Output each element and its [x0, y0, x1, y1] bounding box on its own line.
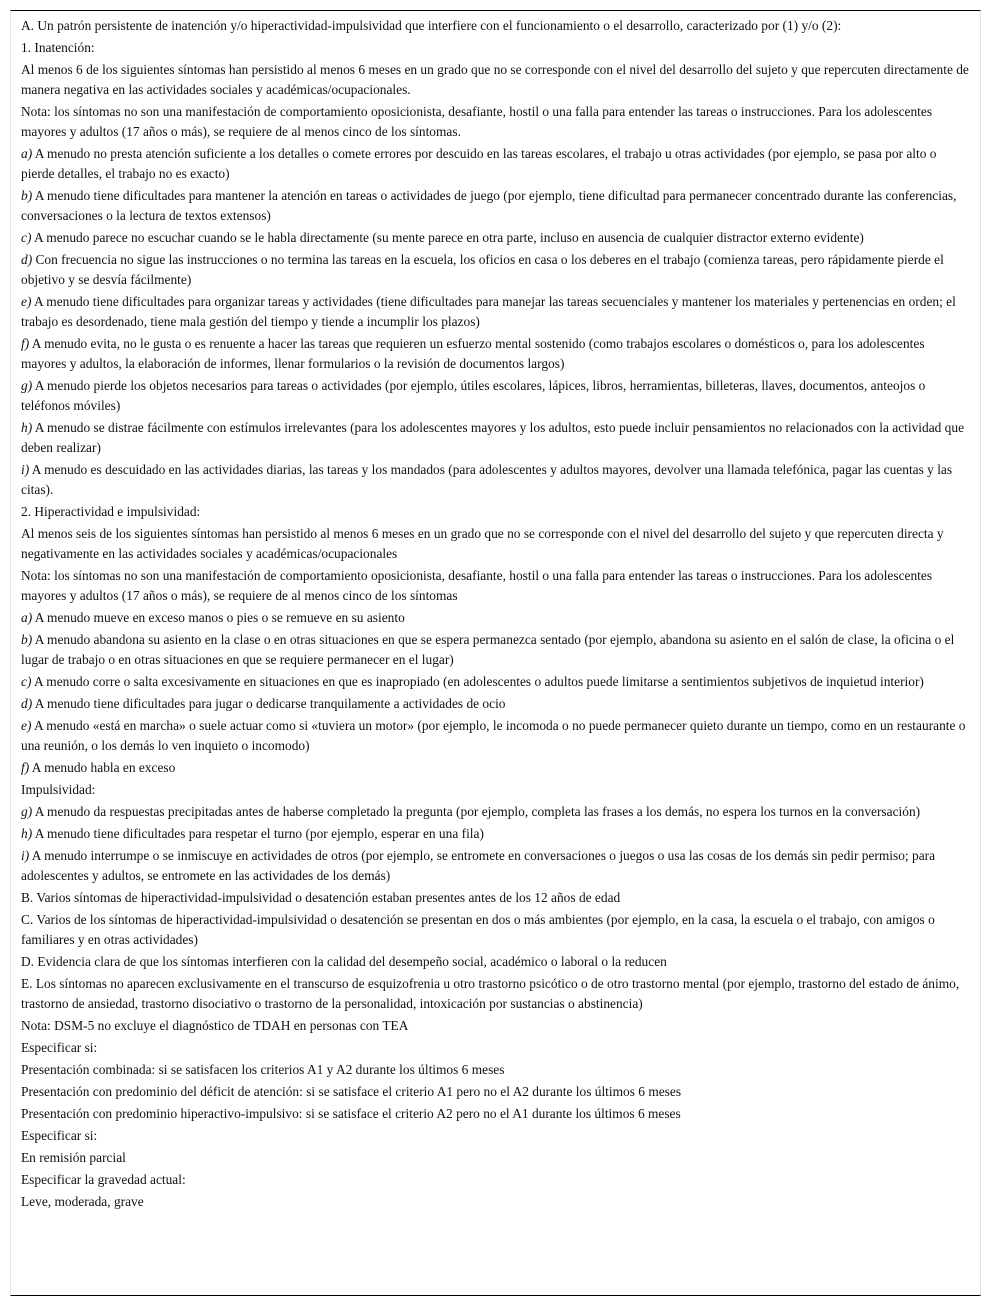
row-text: Nota: DSM-5 no excluye el diagnóstico de TDAH en personas con TEA — [21, 1018, 409, 1033]
table-row — [21, 802, 970, 822]
table-row — [21, 1104, 970, 1124]
row-text: Especificar si: — [21, 1040, 98, 1055]
item-label: i) — [21, 848, 30, 863]
table-row — [21, 1192, 970, 1212]
table-row — [21, 460, 970, 500]
row-text: A menudo tiene dificultades para mantener la atención en tareas o actividades de juego (por ejemplo, tiene dificultad para permanecer concentrado durante las conferencias, conversaciones o la lectura de textos extensos) — [21, 188, 957, 223]
item-label: d) — [21, 696, 33, 711]
table-row — [21, 846, 970, 886]
row-text: A menudo es descuidado en las actividades diarias, las tareas y los mandados (para adolescentes y adultos mayores, devolver una llamada telefónica, pagar las cuentas y las citas). — [21, 462, 953, 497]
table-row — [21, 824, 970, 844]
table-row — [21, 60, 970, 100]
item-label: g) — [21, 378, 33, 393]
table-row — [21, 250, 970, 290]
table-row — [21, 758, 970, 778]
row-text: C. Varios de los síntomas de hiperactividad-impulsividad o desatención se presentan en dos o más ambientes (por ejemplo, en la casa, la escuela o el trabajo, con amigos o familiares y en otras actividades) — [21, 912, 935, 947]
table-row — [21, 716, 970, 756]
table-row — [21, 376, 970, 416]
row-text: A menudo interrumpe o se inmiscuye en actividades de otros (por ejemplo, se entromete en conversaciones o juegos o usa las cosas de los demás sin pedir permiso; para adolescentes y adultos, se entromete en las actividades de los demás) — [21, 848, 936, 883]
row-text: D. Evidencia clara de que los síntomas interfieren con la calidad del desempeño social, académico o laboral o la reducen — [21, 954, 667, 969]
table-row — [21, 38, 970, 58]
item-label: f) — [21, 760, 30, 775]
table-row — [21, 672, 970, 692]
row-text: Impulsividad: — [21, 782, 96, 797]
table-row — [21, 1170, 970, 1190]
row-text: A menudo no presta atención suficiente a los detalles o comete errores por descuido en las tareas escolares, el trabajo u otras actividades (por ejemplo, se pasa por alto o pierde detalles, el trabajo no es exacto) — [21, 146, 937, 181]
item-label: d) — [21, 252, 33, 267]
row-text: A menudo tiene dificultades para respetar el turno (por ejemplo, esperar en una fila) — [32, 826, 484, 841]
table-row — [21, 910, 970, 950]
table-row — [21, 780, 970, 800]
row-text: Con frecuencia no sigue las instrucciones o no termina las tareas en la escuela, los oficios en casa o los deberes en el trabajo (comienza tareas, pero rápidamente pierde el objetivo y se desvía fácilmente) — [21, 252, 944, 287]
table-row — [21, 1060, 970, 1080]
table-row — [21, 418, 970, 458]
table-row — [21, 524, 970, 564]
item-label: b) — [21, 188, 33, 203]
table-row — [21, 888, 970, 908]
row-text: Especificar la gravedad actual: — [21, 1172, 186, 1187]
row-text: 2. Hiperactividad e impulsividad: — [21, 504, 201, 519]
table-row — [21, 292, 970, 332]
item-label: b) — [21, 632, 33, 647]
table-row — [21, 1126, 970, 1146]
row-text: A menudo evita, no le gusta o es renuente a hacer las tareas que requieren un esfuerzo mental sostenido (como trabajos escolares o domésticos o, para los adolescentes mayores y adultos, la elaboración de informes, llenar formularios o la revisión de documentos largos) — [21, 336, 925, 371]
row-text: Al menos seis de los siguientes síntomas han persistido al menos 6 meses en un grado que no se corresponde con el nivel del desarrollo del sujeto y que repercuten directa y negativamente en las actividades sociales y académicas/ocupacionales — [21, 526, 944, 561]
table-row — [21, 334, 970, 374]
table-row — [21, 566, 970, 606]
row-text: B. Varios síntomas de hiperactividad-impulsividad o desatención estaban presentes antes de los 12 años de edad — [21, 890, 621, 905]
row-text: A menudo tiene dificultades para organizar tareas y actividades (tiene dificultades para manejar las tareas secuenciales y mantener los materiales y pertenencias en orden; el trabajo es desordenado, tiene mala gestión del tiempo y tiende a incumplir los plazos) — [21, 294, 956, 329]
item-label: c) — [21, 230, 32, 245]
row-text: Especificar si: — [21, 1128, 98, 1143]
item-label: g) — [21, 804, 33, 819]
row-text: A menudo habla en exceso — [29, 760, 176, 775]
table-row — [21, 102, 970, 142]
table-row — [21, 144, 970, 184]
item-label: a) — [21, 610, 33, 625]
table-row — [21, 16, 970, 36]
row-text: A menudo mueve en exceso manos o pies o se remueve en su asiento — [32, 610, 405, 625]
item-label: f) — [21, 336, 30, 351]
table-row — [21, 974, 970, 1014]
table-row — [21, 228, 970, 248]
table-row — [21, 186, 970, 226]
row-text: A menudo da respuestas precipitadas antes de haberse completado la pregunta (por ejemplo, completa las frases a los demás, no espera los turnos en la conversación) — [32, 804, 921, 819]
row-text: A menudo corre o salta excesivamente en situaciones en que es inapropiado (en adolescentes o adultos puede limitarse a sentimientos subjetivos de inquietud interior) — [31, 674, 924, 689]
row-text: En remisión parcial — [21, 1150, 126, 1165]
row-text: A. Un patrón persistente de inatención y/o hiperactividad-impulsividad que interfiere con el funcionamiento o el desarrollo, caracterizado por (1) y/o (2): — [21, 18, 842, 33]
row-text: Al menos 6 de los siguientes síntomas han persistido al menos 6 meses en un grado que no se corresponde con el nivel del desarrollo del sujeto y que repercuten directamente de manera negativa en las actividades sociales y académicas/ocupacionales. — [21, 62, 969, 97]
row-text: A menudo abandona su asiento en la clase o en otras situaciones en que se espera permanezca sentado (por ejemplo, abandona su asiento en el salón de clase, la oficina o el lugar de trabajo o en otras situaciones en que se requiere permanecer en el lugar) — [21, 632, 955, 667]
row-text: A menudo tiene dificultades para jugar o dedicarse tranquilamente a actividades de ocio — [32, 696, 506, 711]
row-text: A menudo pierde los objetos necesarios para tareas o actividades (por ejemplo, útiles escolares, lápices, libros, herramientas, billeteras, llaves, documentos, anteojos o teléfonos móviles) — [21, 378, 926, 413]
row-text: Presentación combinada: si se satisfacen los criterios A1 y A2 durante los últimos 6 meses — [21, 1062, 505, 1077]
table-row — [21, 1148, 970, 1168]
row-text: A menudo se distrae fácilmente con estímulos irrelevantes (para los adolescentes mayores y los adultos, esto puede incluir pensamientos no relacionados con la actividad que deben realizar) — [21, 420, 965, 455]
item-label: h) — [21, 826, 33, 841]
row-text: E. Los síntomas no aparecen exclusivamente en el transcurso de esquizofrenia u otro trastorno psicótico o de otro trastorno mental (por ejemplo, trastorno del estado de ánimo, trastorno de ansiedad, trastorno disociativo o trastorno de la personalidad, intoxicación por sustancias o abstinencia) — [21, 976, 960, 1011]
row-text: Presentación con predominio del déficit de atención: si se satisface el criterio A1 pero no el A2 durante los últimos 6 meses — [21, 1084, 682, 1099]
item-label: a) — [21, 146, 33, 161]
item-label: h) — [21, 420, 33, 435]
row-text: Leve, moderada, grave — [21, 1194, 144, 1209]
table-row — [21, 952, 970, 972]
item-label: e) — [21, 718, 32, 733]
criteria-table — [10, 10, 981, 1296]
row-text: 1. Inatención: — [21, 40, 95, 55]
item-label: e) — [21, 294, 32, 309]
table-row — [21, 630, 970, 670]
table-row — [21, 694, 970, 714]
table-row — [21, 1038, 970, 1058]
item-label: c) — [21, 674, 32, 689]
table-row — [21, 1082, 970, 1102]
table-row — [21, 1016, 970, 1036]
row-text: A menudo «está en marcha» o suele actuar como si «tuviera un motor» (por ejemplo, le incomoda o no puede permanecer quieto durante un tiempo, como en un restaurante o una reunión, o los demás lo ven inquieto o incomodo) — [21, 718, 966, 753]
row-text: A menudo parece no escuchar cuando se le habla directamente (su mente parece en otra parte, incluso en ausencia de cualquier distractor externo evidente) — [31, 230, 864, 245]
table-row — [21, 608, 970, 628]
row-text: Presentación con predominio hiperactivo-impulsivo: si se satisface el criterio A2 pero no el A1 durante los últimos 6 meses — [21, 1106, 681, 1121]
row-text: Nota: los síntomas no son una manifestación de comportamiento oposicionista, desafiante, hostil o una falla para entender las tareas o instrucciones. Para los adolescentes mayores y adultos (17 años o más), se requiere de al menos cinco de los síntomas — [21, 568, 933, 603]
row-text: Nota: los síntomas no son una manifestación de comportamiento oposicionista, desafiante, hostil o una falla para entender las tareas o instrucciones. Para los adolescentes mayores y adultos (17 años o más), se requiere de al menos cinco de los síntomas. — [21, 104, 933, 139]
table-row — [21, 502, 970, 522]
item-label: i) — [21, 462, 30, 477]
